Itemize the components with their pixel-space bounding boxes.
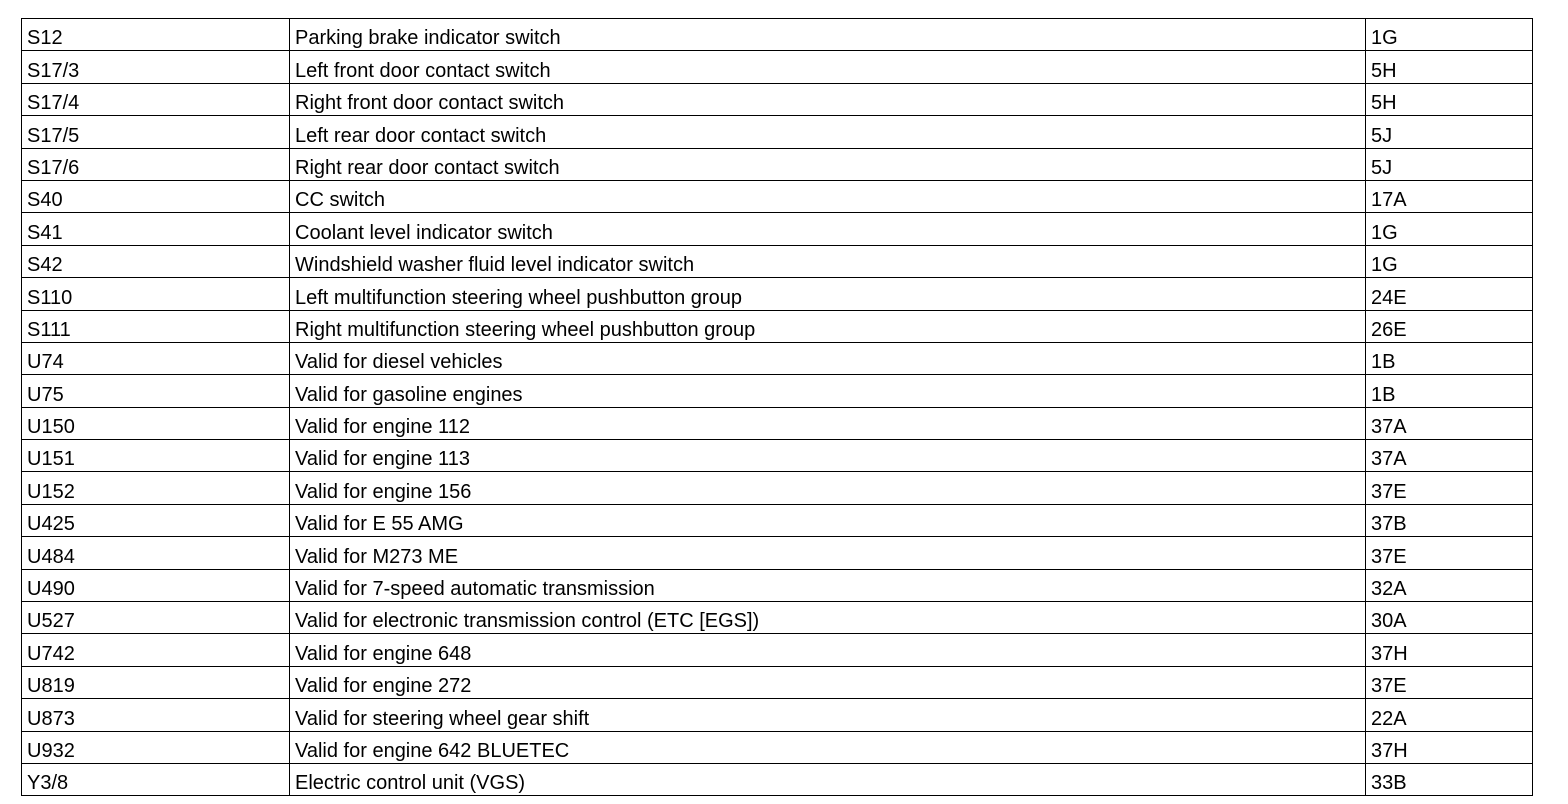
component-code-cell: S17/6 (22, 148, 290, 180)
table-row (22, 310, 1533, 342)
component-description-cell: Right front door contact switch (290, 83, 1366, 115)
component-description-cell: Windshield washer fluid level indicator switch (290, 245, 1366, 277)
component-description-cell: Coolant level indicator switch (290, 213, 1366, 245)
table-row (22, 569, 1533, 601)
component-code-cell: U490 (22, 569, 290, 601)
component-description-cell: Valid for E 55 AMG (290, 504, 1366, 536)
component-code-cell: Y3/8 (22, 763, 290, 795)
table-row (22, 763, 1533, 795)
component-code-cell: S17/5 (22, 116, 290, 148)
component-description-cell: Valid for engine 648 (290, 634, 1366, 666)
table-row (22, 504, 1533, 536)
grid-location-cell: 32A (1366, 569, 1533, 601)
table-row (22, 148, 1533, 180)
component-code-cell: S111 (22, 310, 290, 342)
grid-location-cell: 5H (1366, 51, 1533, 83)
grid-location-cell: 1G (1366, 245, 1533, 277)
component-description-cell: Right rear door contact switch (290, 148, 1366, 180)
table-row (22, 375, 1533, 407)
table-row (22, 51, 1533, 83)
grid-location-cell: 5J (1366, 116, 1533, 148)
grid-location-cell: 37H (1366, 634, 1533, 666)
table-row (22, 213, 1533, 245)
component-description-cell: Valid for electronic transmission control (ETC [EGS]) (290, 602, 1366, 634)
component-description-cell: Left rear door contact switch (290, 116, 1366, 148)
table-row (22, 19, 1533, 51)
grid-location-cell: 1B (1366, 375, 1533, 407)
grid-location-cell: 5J (1366, 148, 1533, 180)
grid-location-cell: 1G (1366, 213, 1533, 245)
grid-location-cell: 1B (1366, 342, 1533, 374)
table-row (22, 602, 1533, 634)
component-code-cell: S17/4 (22, 83, 290, 115)
grid-location-cell: 37E (1366, 537, 1533, 569)
component-description-cell: Electric control unit (VGS) (290, 763, 1366, 795)
table-row (22, 666, 1533, 698)
component-description-cell: Valid for engine 642 BLUETEC (290, 731, 1366, 763)
component-code-cell: U484 (22, 537, 290, 569)
component-code-cell: U527 (22, 602, 290, 634)
grid-location-cell: 37E (1366, 472, 1533, 504)
component-description-cell: Right multifunction steering wheel pushbutton group (290, 310, 1366, 342)
component-code-cell: U742 (22, 634, 290, 666)
grid-location-cell: 24E (1366, 278, 1533, 310)
component-description-cell: Valid for engine 272 (290, 666, 1366, 698)
component-description-cell: CC switch (290, 180, 1366, 212)
grid-location-cell: 37E (1366, 666, 1533, 698)
component-code-cell: S17/3 (22, 51, 290, 83)
component-description-cell: Valid for M273 ME (290, 537, 1366, 569)
component-code-cell: U932 (22, 731, 290, 763)
table-row (22, 407, 1533, 439)
component-description-cell: Valid for steering wheel gear shift (290, 699, 1366, 731)
grid-location-cell: 37A (1366, 407, 1533, 439)
component-description-cell: Valid for engine 112 (290, 407, 1366, 439)
component-code-cell: U151 (22, 440, 290, 472)
component-code-cell: S41 (22, 213, 290, 245)
component-code-cell: U150 (22, 407, 290, 439)
component-code-cell: S42 (22, 245, 290, 277)
component-code-cell: U873 (22, 699, 290, 731)
component-code-cell: U152 (22, 472, 290, 504)
grid-location-cell: 26E (1366, 310, 1533, 342)
grid-location-cell: 5H (1366, 83, 1533, 115)
component-code-cell: U819 (22, 666, 290, 698)
table-row (22, 472, 1533, 504)
component-description-cell: Left front door contact switch (290, 51, 1366, 83)
grid-location-cell: 37A (1366, 440, 1533, 472)
grid-location-cell: 37B (1366, 504, 1533, 536)
table-row (22, 245, 1533, 277)
table-row (22, 440, 1533, 472)
legend-table-body (22, 19, 1533, 796)
component-description-cell: Left multifunction steering wheel pushbutton group (290, 278, 1366, 310)
component-description-cell: Valid for gasoline engines (290, 375, 1366, 407)
component-legend-table (21, 18, 1533, 796)
component-description-cell: Valid for engine 113 (290, 440, 1366, 472)
table-row (22, 731, 1533, 763)
component-code-cell: U75 (22, 375, 290, 407)
table-row (22, 83, 1533, 115)
grid-location-cell: 30A (1366, 602, 1533, 634)
component-code-cell: S12 (22, 19, 290, 51)
component-description-cell: Valid for diesel vehicles (290, 342, 1366, 374)
table-row (22, 180, 1533, 212)
grid-location-cell: 33B (1366, 763, 1533, 795)
component-description-cell: Parking brake indicator switch (290, 19, 1366, 51)
grid-location-cell: 1G (1366, 19, 1533, 51)
component-code-cell: S40 (22, 180, 290, 212)
grid-location-cell: 37H (1366, 731, 1533, 763)
component-description-cell: Valid for 7-speed automatic transmission (290, 569, 1366, 601)
table-row (22, 699, 1533, 731)
table-row (22, 537, 1533, 569)
component-code-cell: S110 (22, 278, 290, 310)
grid-location-cell: 17A (1366, 180, 1533, 212)
table-row (22, 116, 1533, 148)
table-row (22, 342, 1533, 374)
component-description-cell: Valid for engine 156 (290, 472, 1366, 504)
table-row (22, 634, 1533, 666)
grid-location-cell: 22A (1366, 699, 1533, 731)
table-row (22, 278, 1533, 310)
component-code-cell: U74 (22, 342, 290, 374)
component-code-cell: U425 (22, 504, 290, 536)
